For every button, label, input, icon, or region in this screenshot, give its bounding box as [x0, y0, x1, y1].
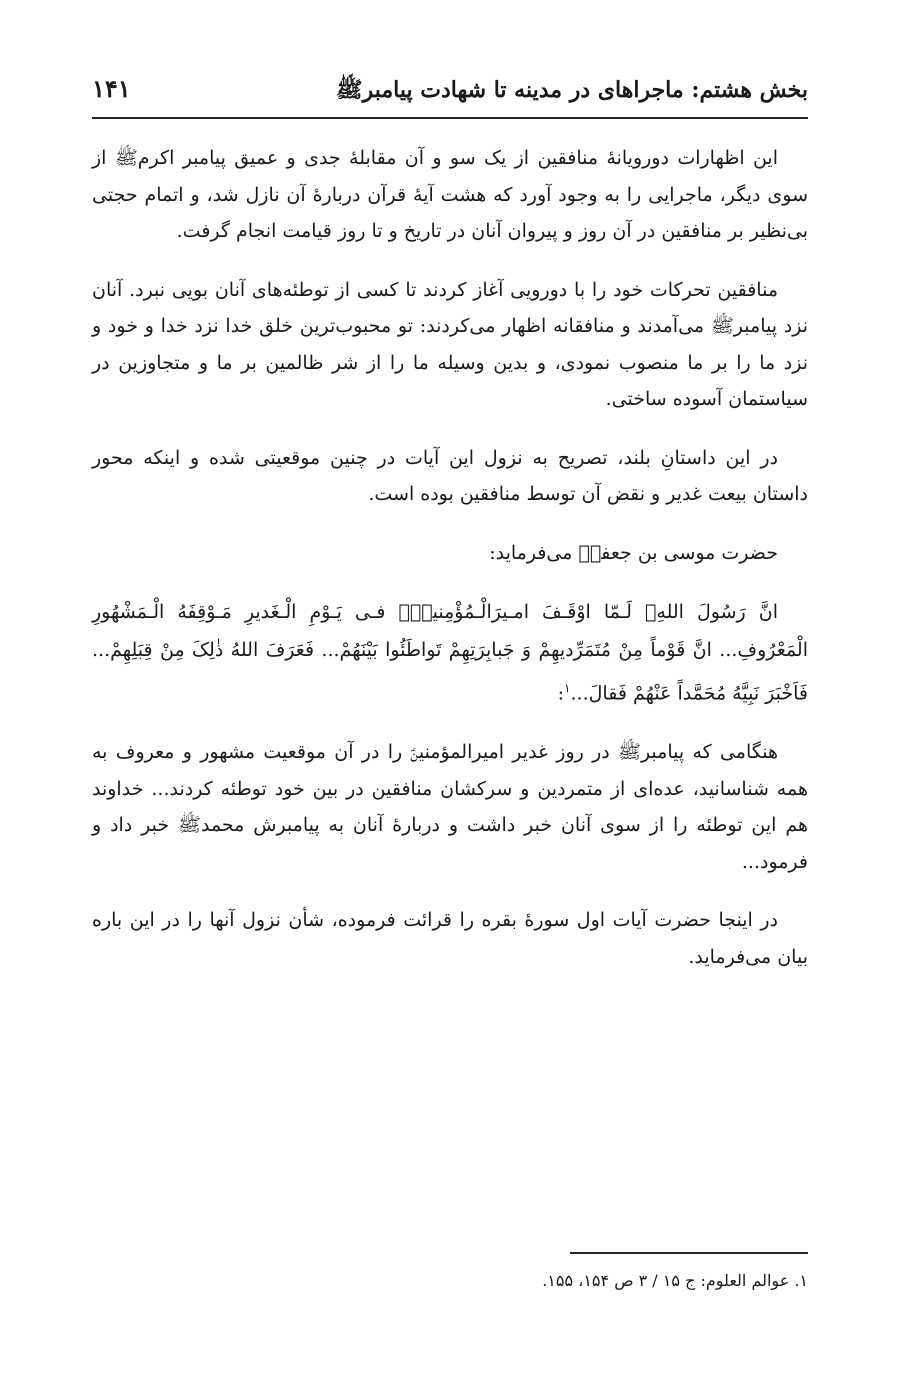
paragraph-2: منافقین تحرکات خود را با دورویی آغاز کردند تا کسی از توطئه‌های آنان بویی نبرد. آنان نزد پیامبرﷺ می‌آمدند و منافقانه اظهار می‌کردند: تو محبوب‌ترین خلق خدا نزد خدا و خود و نزد ما را بر ما منصوب نمودی، و بدین وسیله ما را از شر ظالمین بر ما و متجاوزین در سیاستمان آسوده ساختی. [92, 278, 808, 410]
paragraph-4: حضرت موسی بن جعفرؑ می‌فرماید: [489, 541, 778, 564]
body-text [92, 140, 808, 997]
footnote-marker: ۱ [564, 681, 571, 695]
arabic-quotation-text: انَّ رَسُولَ اللهِﷺ لَـمّا اوْقَـفَ امـیرَالْـمُؤْمِنینَؑ فـی یَـوْمِ الْـغَدیرِ مَـوْقِفَهُ الْـمَشْهُورِ الْمَعْرُوفِ... انَّ قَوْماً مِنْ مُتَمَرِّدیهِمْ وَ جَبابِرَتِهِمْ تَواطَئُوا بَیْنَهُمْ... فَعَرَفَ اللهُ ذٰلِکَ مِنْ قِبَلِهِمْ... فَاَخْبَرَ نَبِیَّهُ مُحَمَّداً عَنْهُمْ فَقالَ... [92, 601, 808, 705]
paragraph-3: در این داستانِ بلند، تصریح به نزول این آیات در چنین موقعیتی شده و اینکه محور داستان بیعت غدیر و نقض آن توسط منافقین بوده است. [92, 446, 808, 505]
paragraph-5: هنگامی که پیامبرﷺ در روز غدیر امیرالمؤمنینؑ را در آن موقعیت مشهور و معروف به همه شناسانید، عده‌ای از متمردین و سرکشان منافقین در بین خود توطئه کردند... خداوند هم این توطئه را از سوی آنان خبر داشت و دربارهٔ آنان به پیامبرش محمدﷺ خبر داد و فرمود... [92, 741, 808, 873]
page-header [92, 62, 808, 118]
footnote: ۱. عوالم العلوم: ج ۱۵ / ۳ ص ۱۵۴، ۱۵۵. [542, 1271, 808, 1290]
page-number: ۱۴۱ [92, 74, 131, 103]
header-divider [92, 117, 808, 119]
arabic-quotation: انَّ رَسُولَ اللهِﷺ لَـمّا اوْقَـفَ امـیرَالْـمُؤْمِنینَؑ فـی یَـوْمِ الْـغَدیرِ مَـوْقِفَهُ الْـمَشْهُورِ الْمَعْرُوفِ... انَّ قَوْماً مِنْ مُتَمَرِّدیهِمْ وَ جَبابِرَتِهِمْ تَواطَئُوا بَیْنَهُمْ... فَعَرَفَ اللهُ ذٰلِکَ مِنْ قِبَلِهِمْ... فَاَخْبَرَ نَبِیَّهُ مُحَمَّداً عَنْهُمْ فَقالَ...$^۱$: [92, 601, 808, 705]
paragraph-1: این اظهارات دورویانهٔ منافقین از یک سو و آن مقابلهٔ جدی و عمیق پیامبر اکرمﷺ از سوی دیگر، ماجرایی را به وجود آورد که هشت آیهٔ قرآن دربارهٔ آن نازل شد، و اتمام حجتی بی‌نظیر بر منافقین در آن روز و پیروان آنان در تاریخ و تا روز قیامت انجام گرفت. [92, 147, 808, 242]
running-title: بخش هشتم: ماجراهای در مدینه تا شهادت پیامبرﷺ [335, 77, 808, 103]
footnote-divider [570, 1252, 808, 1254]
paragraph-6: در اینجا حضرت آیات اول سورهٔ بقره را قرائت فرموده، شأن نزول آنها را در این باره بیان می‌فرماید. [92, 909, 808, 968]
